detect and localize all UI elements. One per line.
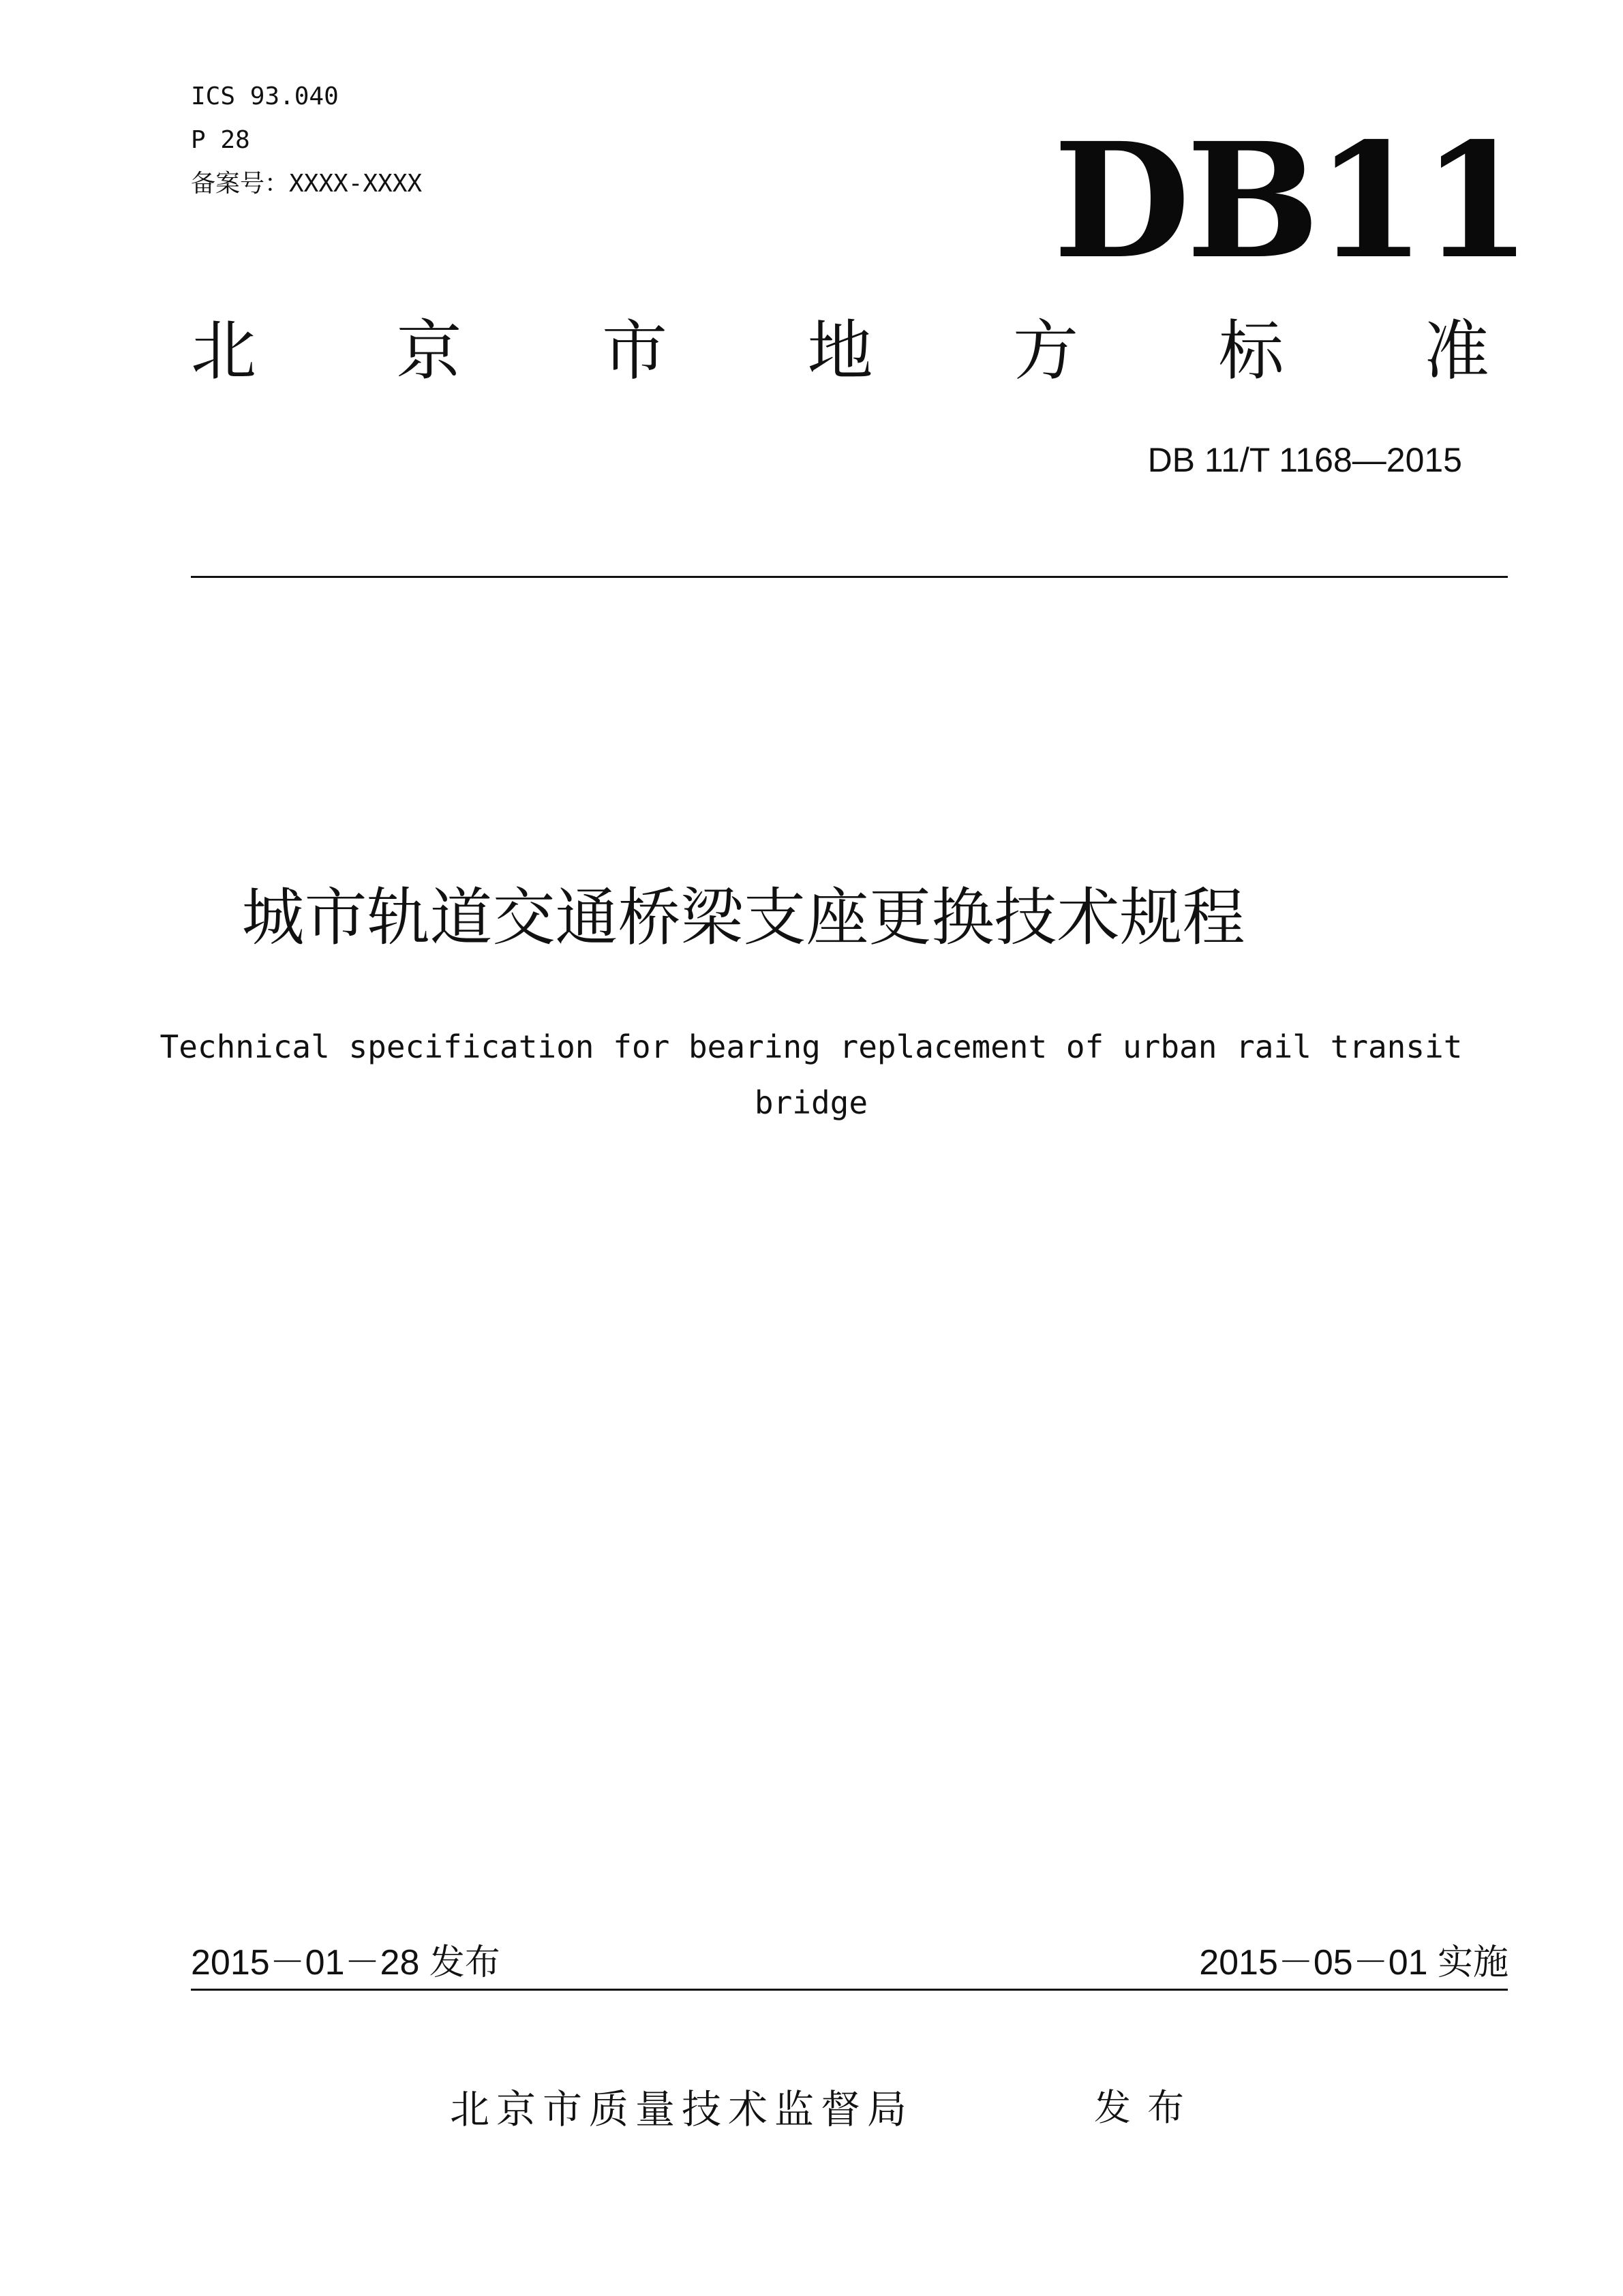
standard-number: DB 11/T 1168—2015 [1147,441,1462,479]
chinese-title: 城市轨道交通桥梁支座更换技术规程 [241,881,1245,954]
standard-type-char: 准 [1424,313,1489,389]
db11-logo: DB11 [1053,108,1528,294]
issue-date: 2015－01－28 发布 [191,1943,500,1983]
standard-type-char: 方 [1013,313,1078,389]
publish-label: 发布 [1094,2086,1200,2129]
ics-code: ICS 93.040 [191,82,339,110]
classification-code: P 28 [191,126,250,154]
implementation-date: 2015－05－01 实施 [1199,1943,1508,1983]
standard-type-char: 京 [396,313,462,389]
bottom-divider [191,1989,1508,1991]
standard-type-heading [191,310,1489,392]
english-title: Technical specification for bearing replacement of urban rail transit bridge [160,1028,1463,1121]
standard-type-char: 地 [807,313,873,389]
standard-type-char: 标 [1218,313,1284,389]
top-divider [191,576,1508,578]
standard-type-char: 北 [191,313,256,389]
publisher-name: 北京市质量技术监督局 [450,2086,914,2132]
record-number: 备案号：XXXX-XXXX [191,170,423,198]
standard-type-char: 市 [602,313,667,389]
